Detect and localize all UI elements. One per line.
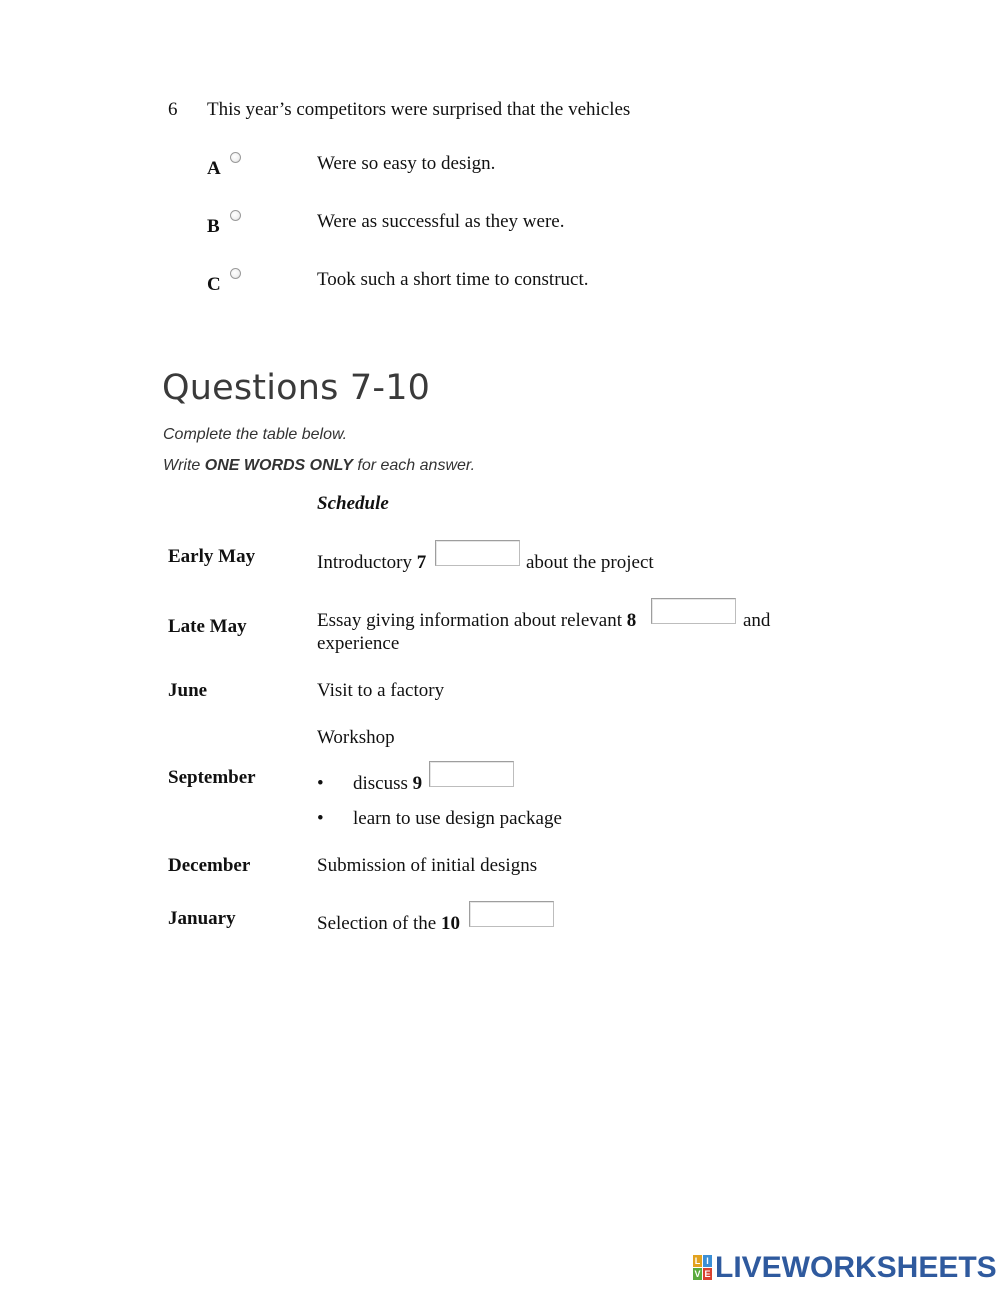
- answer-input-8[interactable]: [651, 598, 736, 624]
- row-text-late-may-and: and: [743, 610, 771, 631]
- option-b-letter: B: [207, 216, 220, 237]
- row-label-september: September: [168, 767, 256, 788]
- row-label-january: January: [168, 908, 236, 929]
- table-heading-schedule: Schedule: [317, 493, 389, 514]
- instruction-word-limit: Write ONE WORDS ONLY for each answer.: [163, 457, 476, 474]
- option-a-radio[interactable]: [230, 152, 241, 163]
- question-6-prompt: This year’s competitors were surprised that the vehicles: [207, 99, 631, 120]
- bullet-1-text: discuss 9: [353, 773, 423, 794]
- liveworksheets-logo: [693, 1253, 997, 1283]
- instruction-complete-table: Complete the table below.: [163, 426, 348, 443]
- option-c-text: Took such a short time to construct.: [317, 269, 589, 290]
- bullet-2-text: learn to use design package: [353, 808, 562, 829]
- option-a-letter: A: [207, 158, 221, 179]
- answer-input-10[interactable]: [469, 901, 554, 927]
- liveworksheets-logo-icon: L I V E: [694, 1256, 711, 1279]
- option-a-text: Were so easy to design.: [317, 153, 496, 174]
- question-6-number: 6: [168, 99, 178, 120]
- row-label-early-may: Early May: [168, 546, 256, 567]
- answer-input-9[interactable]: [429, 761, 514, 787]
- row-label-june: June: [168, 680, 208, 701]
- option-b-text: Were as successful as they were.: [317, 211, 565, 232]
- answer-input-7[interactable]: [435, 540, 520, 566]
- section-title: Questions 7-10: [162, 368, 431, 408]
- option-c-radio[interactable]: [230, 268, 241, 279]
- row-text-late-may: Essay giving information about relevant 8: [317, 610, 637, 631]
- row-text-early-may-end: about the project: [526, 552, 654, 573]
- bullet-1-marker: •: [317, 773, 324, 794]
- row-text-january: Selection of the 10: [317, 913, 460, 934]
- row-text-early-may: Introductory 7: [317, 552, 427, 573]
- row-text-december: Submission of initial designs: [317, 855, 538, 876]
- option-c-letter: C: [207, 274, 221, 295]
- row-label-december: December: [168, 855, 251, 876]
- row-text-late-may-line2: experience: [317, 633, 400, 654]
- row-label-late-may: Late May: [168, 616, 247, 637]
- row-text-september-intro: Workshop: [317, 727, 395, 748]
- option-b-radio[interactable]: [230, 210, 241, 221]
- row-text-june: Visit to a factory: [317, 680, 445, 701]
- liveworksheets-logo-text: LIVEWORKSHEETS: [715, 1251, 997, 1284]
- bullet-2-marker: •: [317, 808, 324, 829]
